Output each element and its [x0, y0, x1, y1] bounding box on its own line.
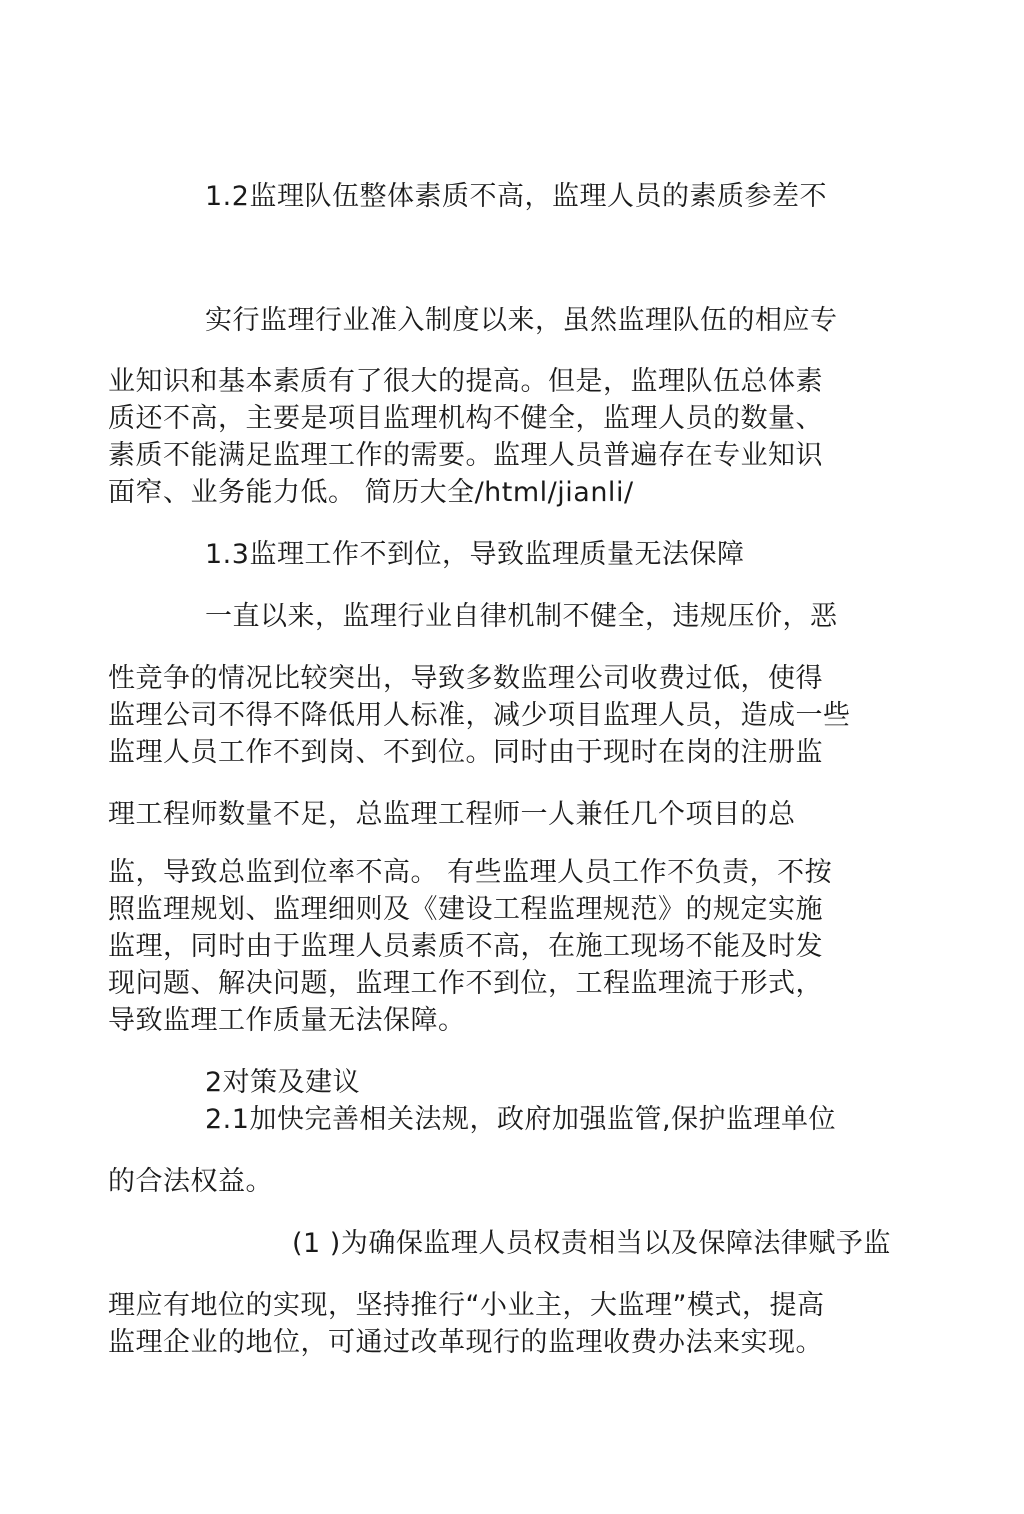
heading-1-3: 1.3监理工作不到位，导致监理质量无法保障 — [205, 539, 745, 570]
paragraph-line: 监理公司不得不降低用人标准，减少项目监理人员，造成一些 — [108, 700, 851, 731]
paragraph-line: 导致监理工作质量无法保障。 — [108, 1005, 466, 1036]
heading-1-2: 1.2监理队伍整体素质不高，监理人员的素质参差不 — [205, 181, 827, 212]
paragraph-line: 现问题、解决问题，监理工作不到位，工程监理流于形式， — [108, 968, 823, 999]
paragraph-line: 实行监理行业准入制度以来，虽然监理队伍的相应专 — [205, 305, 838, 336]
paragraph-line: 质还不高，主要是项目监理机构不健全，监理人员的数量、 — [108, 403, 823, 434]
paragraph-line: 监理企业的地位，可通过改革现行的监理收费办法来实现。 — [108, 1327, 823, 1358]
heading-2-1: 2.1加快完善相关法规，政府加强监管,保护监理单位 — [205, 1104, 837, 1135]
paragraph-line: 监，导致总监到位率不高。 有些监理人员工作不负责，不按 — [108, 857, 833, 888]
paragraph-line: 的合法权益。 — [108, 1166, 273, 1197]
paragraph-line: 面窄、业务能力低。 简历大全/html/jianli/ — [108, 477, 634, 508]
paragraph-line: 理工程师数量不足，总监理工程师一人兼任几个项目的总 — [108, 799, 796, 830]
paragraph-line: 业知识和基本素质有了很大的提高。但是，监理队伍总体素 — [108, 366, 823, 397]
paragraph-line: 性竞争的情况比较突出，导致多数监理公司收费过低，使得 — [108, 663, 823, 694]
paragraph-line: 监理，同时由于监理人员素质不高，在施工现场不能及时发 — [108, 931, 823, 962]
paragraph-line: (1 )为确保监理人员权责相当以及保障法律赋予监 — [292, 1228, 891, 1259]
heading-2: 2对策及建议 — [205, 1067, 361, 1098]
paragraph-line: 一直以来，监理行业自律机制不健全，违规压价，恶 — [205, 601, 838, 632]
paragraph-line: 监理人员工作不到岗、不到位。同时由于现时在岗的注册监 — [108, 737, 823, 768]
paragraph-line: 照监理规划、监理细则及《建设工程监理规范》的规定实施 — [108, 894, 823, 925]
paragraph-line: 理应有地位的实现，坚持推行“小业主，大监理”模式，提高 — [108, 1290, 825, 1321]
paragraph-line: 素质不能满足监理工作的需要。监理人员普遍存在专业知识 — [108, 440, 823, 471]
